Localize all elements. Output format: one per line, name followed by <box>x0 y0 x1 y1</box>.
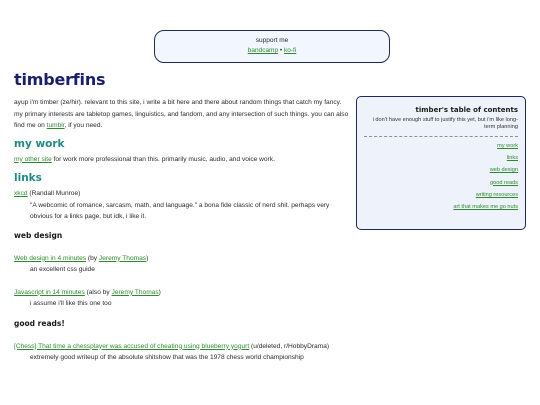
intro-text: ayup i'm timber (ze/hir). relevant to this site, i write a bit here and there about random things that catch my fancy. my primary interests are tabletop games, linguistics, and fandom, and any intersection of such things. you can also find me on <box>14 99 349 129</box>
toc-list <box>364 137 518 213</box>
toc-link-writing-resources[interactable]: writing resources <box>475 191 518 198</box>
good-reads-heading: good reads! <box>14 318 65 328</box>
link-entry <box>14 188 349 223</box>
my-work-text: for work more professional than this. primarily music, audio, and voice work. <box>51 155 275 163</box>
toc-link-web-design[interactable]: web design <box>489 167 518 174</box>
chess-article-link[interactable]: [Chess] That time a chessplayer was accused of cheating using blueberry yogurt <box>14 342 250 350</box>
kofi-link[interactable]: ko-fi <box>283 47 297 54</box>
toc-link-art[interactable]: art that makes me go nuts <box>453 204 518 211</box>
intro-paragraph <box>14 97 349 132</box>
toc-note: i don't have enough stuff to justify this yet, but i'm like long-term planning <box>372 117 518 130</box>
my-work-heading: my work <box>14 137 65 150</box>
by-prefix: (by <box>86 254 99 262</box>
toc-title: timber's table of contents <box>415 106 518 114</box>
xkcd-author: (Randall Munroe) <box>27 190 81 197</box>
intro-text-end: , if you need. <box>64 122 103 129</box>
site-title: timberfins <box>14 70 106 89</box>
jeremy-thomas-link[interactable]: Jeremy Thomas <box>98 254 147 262</box>
by-suffix: ) <box>158 288 161 296</box>
support-links <box>155 46 389 56</box>
by-suffix: ) <box>146 254 149 262</box>
xkcd-link[interactable]: xkcd <box>14 190 28 197</box>
javascript-description: i assume i'll like this one too <box>30 300 112 307</box>
my-work-paragraph <box>14 154 349 166</box>
web-design-heading: web design <box>14 230 63 240</box>
toc-item <box>364 189 518 201</box>
links-heading: links <box>14 172 42 184</box>
toc-item <box>364 140 518 152</box>
web-design-link[interactable]: Web design in 4 minutes <box>14 254 87 262</box>
javascript-link[interactable]: Javascript in 14 minutes <box>14 288 85 296</box>
bandcamp-link[interactable]: bandcamp <box>247 47 279 54</box>
web-design-line <box>14 253 349 265</box>
link-entry <box>14 341 434 364</box>
support-box <box>154 30 390 63</box>
support-heading: support me <box>255 37 289 44</box>
toc-item <box>364 152 518 164</box>
main-content <box>14 97 349 364</box>
toc-item <box>364 201 518 213</box>
toc-link-my-work[interactable]: my work <box>497 143 518 149</box>
toc-item <box>364 177 518 189</box>
by-prefix: (also by <box>84 288 112 296</box>
chess-description: extremely good writeup of the absolute shitshow that was the 1978 chess world championship <box>30 354 304 361</box>
toc-link-links[interactable]: links <box>506 155 518 162</box>
xkcd-description: "A webcomic of romance, sarcasm, math, and language." a bona fide classic of nerd shit. perhaps very obvious for a links page, but idk, i like it. <box>30 201 330 220</box>
tumblr-link[interactable]: tumblr <box>46 122 65 129</box>
toc-item <box>364 164 518 176</box>
table-of-contents <box>356 96 526 230</box>
chess-source: (u/deleted, r/HobbyDrama) <box>249 342 330 350</box>
web-design-description: an excellent css guide <box>30 266 95 273</box>
link-entry <box>14 253 349 276</box>
link-entry <box>14 287 349 310</box>
chess-line <box>14 341 434 353</box>
jeremy-thomas-link[interactable]: Jeremy Thomas <box>111 288 159 296</box>
xkcd-line <box>14 188 349 200</box>
my-other-site-link[interactable]: my other site <box>14 155 52 163</box>
javascript-line <box>14 287 349 299</box>
toc-link-good-reads[interactable]: good reads <box>490 179 518 186</box>
support-separator: • <box>278 47 284 54</box>
